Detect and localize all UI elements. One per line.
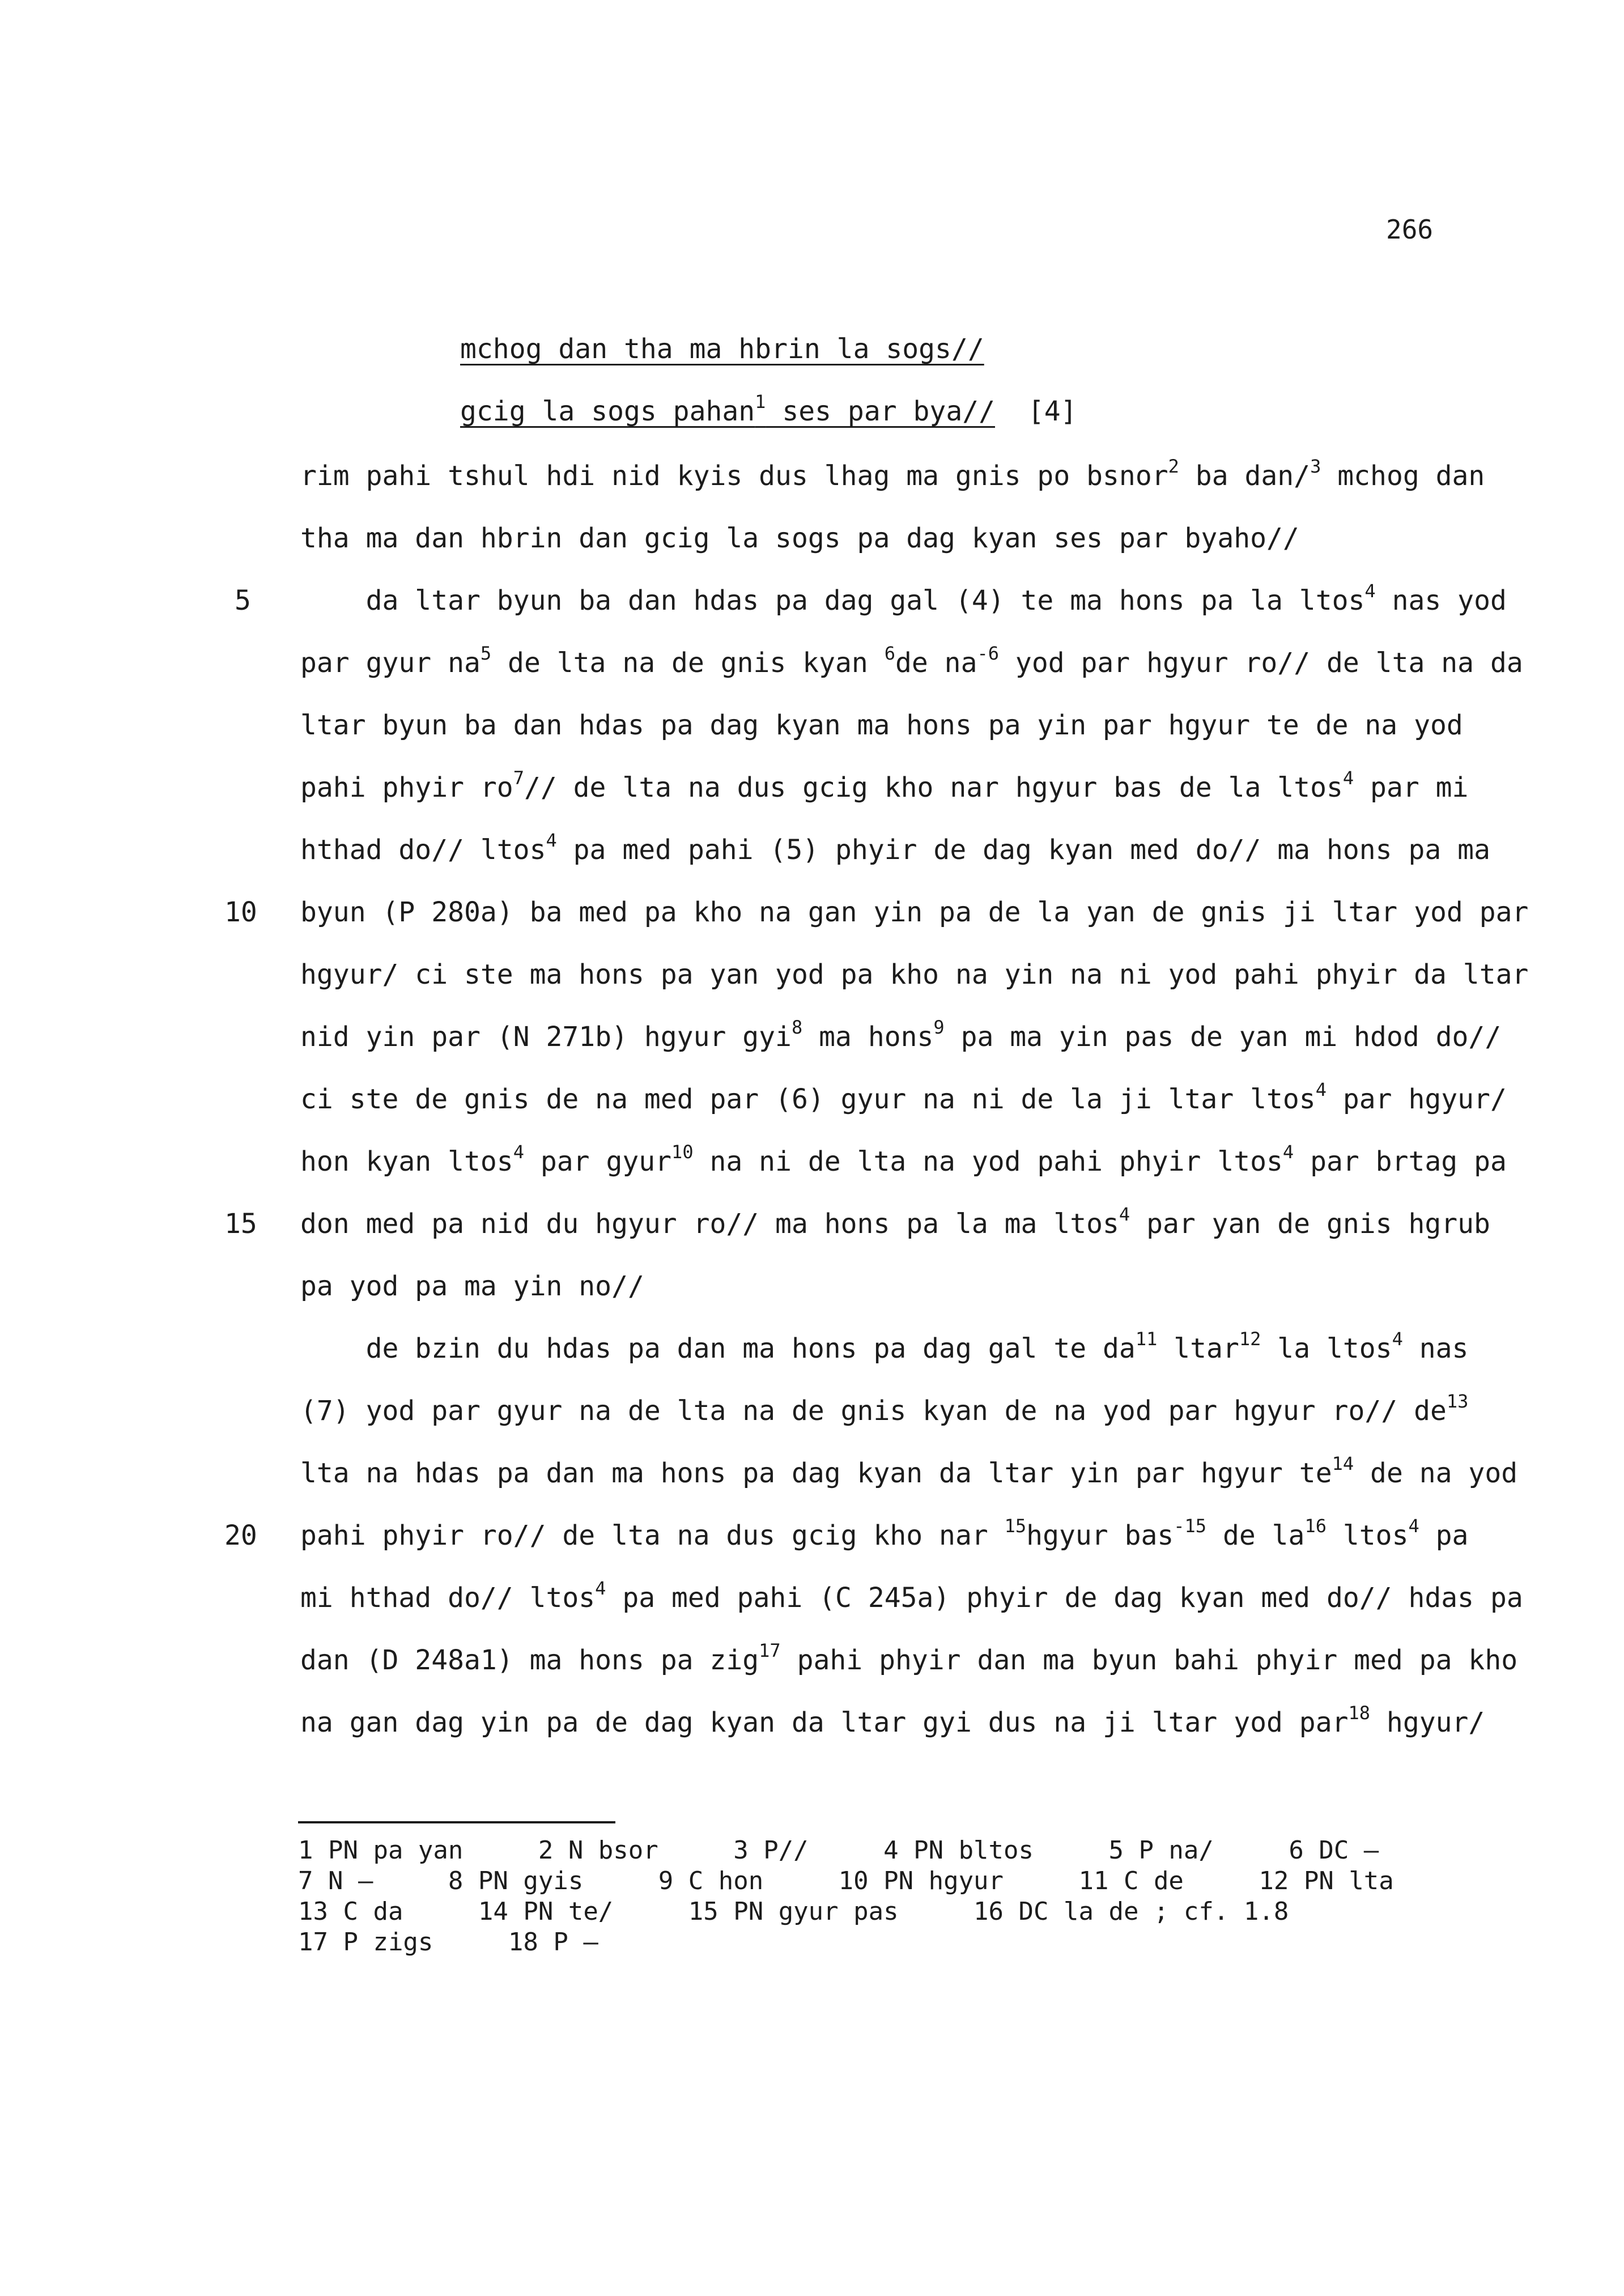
line-text: par gyur — [524, 1146, 672, 1177]
line-text: na ni de lta na yod pahi phyir ltos — [693, 1146, 1283, 1177]
footnote-ref: -6 — [977, 643, 1000, 664]
text-line — [300, 896, 1528, 928]
line-text: byun (P 280a) ba med pa kho na gan yin pa de la yan de gnis ji ltar yod par — [300, 896, 1529, 928]
line-text: ci ste de gnis de na med par (6) gyur na ni de la ji ltar ltos — [300, 1083, 1316, 1115]
footnote-ref: 7 — [513, 767, 524, 789]
line-text: de bzin du hdas pa dan ma hons pa dag gal te da — [300, 1333, 1136, 1364]
footnote-ref: 4 — [1119, 1204, 1130, 1225]
footnote-ref: 11 — [1135, 1328, 1158, 1350]
footnote-line: 13 C da 14 PN te/ 15 PN gyur pas 16 DC la de ; cf. 1.8 — [298, 1897, 1289, 1926]
section-heading-line-1: mchog dan tha ma hbrin la sogs// — [460, 333, 984, 365]
line-text: pahi phyir ro// de lta na dus gcig kho nar — [300, 1520, 1005, 1551]
line-number: 10 — [224, 896, 257, 928]
footnote-ref: 10 — [671, 1141, 694, 1163]
footnote-rule — [298, 1821, 615, 1823]
text-line — [300, 1702, 1485, 1738]
line-text: ma hons — [802, 1021, 934, 1053]
line-text: nas yod — [1375, 585, 1507, 616]
line-text: da ltar byun ba dan hdas pa dag gal (4) te ma hons pa la ltos — [300, 585, 1365, 616]
line-text: ltar — [1157, 1333, 1239, 1364]
text-line — [300, 1079, 1507, 1115]
line-text: nid yin par (N 271b) hgyur gyi — [300, 1021, 792, 1053]
line-text: par mi — [1354, 772, 1469, 803]
line-text: mchog dan — [1321, 460, 1485, 492]
line-text: hon kyan ltos — [300, 1146, 513, 1177]
footnote-line: 7 N — 8 PN gyis 9 C hon 10 PN hgyur 11 C de 12 PN lta — [298, 1866, 1394, 1895]
line-number: 5 — [235, 585, 251, 616]
footnote-ref: 4 — [1315, 1079, 1327, 1100]
footnote-ref: 6 — [884, 643, 895, 664]
text-line — [300, 959, 1528, 990]
line-text: hgyur bas — [1026, 1520, 1174, 1551]
footnote-line: 1 PN pa yan 2 N bsor 3 P// 4 PN bltos 5 P na/ 6 DC — — [298, 1836, 1379, 1865]
line-text: tha ma dan hbrin dan gcig la sogs pa dag kyan ses par byaho// — [300, 522, 1299, 554]
heading-footnote-ref: 1 — [755, 391, 766, 413]
heading-text-a: gcig la sogs pahan — [460, 396, 755, 427]
line-text: nas — [1402, 1333, 1469, 1364]
line-text: de lta na de gnis kyan — [491, 647, 885, 679]
line-text: rim pahi tshul hdi nid kyis dus lhag ma gnis po bsnor — [300, 460, 1168, 492]
text-line — [300, 1141, 1507, 1177]
line-text: ltos — [1326, 1520, 1409, 1551]
footnote-ref: 4 — [1408, 1515, 1419, 1537]
folio-bracket: [4] — [1027, 396, 1077, 427]
footnote-ref: 15 — [1004, 1515, 1027, 1537]
footnote-ref: 17 — [759, 1640, 781, 1661]
line-text: hthad do// ltos — [300, 834, 546, 866]
text-line — [300, 522, 1299, 554]
footnote-ref: 4 — [1342, 767, 1354, 789]
line-text: pahi phyir ro — [300, 772, 513, 803]
line-text: par brtag pa — [1294, 1146, 1507, 1177]
line-text: ltar byun ba dan hdas pa dag kyan ma hons pa yin par hgyur te de na yod — [300, 709, 1463, 741]
footnote-ref: 14 — [1332, 1453, 1354, 1474]
line-text: pahi phyir dan ma byun bahi phyir med pa kho — [780, 1644, 1518, 1676]
line-number: 15 — [224, 1208, 257, 1240]
text-line — [300, 1270, 644, 1302]
footnote-ref: 4 — [513, 1141, 524, 1163]
footnote-ref: -15 — [1174, 1515, 1207, 1537]
footnote-ref: 12 — [1239, 1328, 1261, 1350]
line-text: par gyur na — [300, 647, 481, 679]
line-text: hgyur/ — [1370, 1707, 1485, 1738]
line-text: na gan dag yin pa de dag kyan da ltar gyi dus na ji ltar yod par — [300, 1707, 1349, 1738]
section-heading-line-2 — [460, 391, 1077, 427]
page-number: 266 — [1386, 214, 1434, 245]
footnote-ref: 4 — [1392, 1328, 1403, 1350]
line-text: pa — [1419, 1520, 1469, 1551]
line-text: pa yod pa ma yin no// — [300, 1270, 644, 1302]
text-line — [300, 1017, 1502, 1053]
footnote-ref: 3 — [1310, 456, 1321, 477]
footnote-ref: 4 — [1364, 580, 1376, 602]
text-line — [300, 1640, 1518, 1676]
footnote-ref: 8 — [791, 1017, 803, 1038]
text-line — [300, 1453, 1518, 1489]
footnote-ref: 16 — [1304, 1515, 1327, 1537]
footnote-ref: 13 — [1446, 1391, 1469, 1412]
line-text: par yan de gnis hgrub — [1130, 1208, 1490, 1240]
footnote-ref: 4 — [1282, 1141, 1294, 1163]
footnote-ref: 4 — [546, 830, 557, 851]
text-line — [300, 830, 1490, 866]
text-line — [300, 1391, 1469, 1427]
line-text: hgyur/ ci ste ma hons pa yan yod pa kho na yin na ni yod pahi phyir da ltar — [300, 959, 1529, 990]
line-text: de na — [895, 647, 977, 679]
text-line — [300, 580, 1507, 616]
footnote-ref: 2 — [1168, 456, 1179, 477]
line-text: don med pa nid du hgyur ro// ma hons pa la ma ltos — [300, 1208, 1119, 1240]
text-line — [300, 456, 1485, 492]
line-text: dan (D 248a1) ma hons pa zig — [300, 1644, 759, 1676]
text-line — [300, 1328, 1469, 1364]
footnote-ref: 18 — [1348, 1702, 1371, 1724]
line-number: 20 — [224, 1520, 257, 1551]
line-text: pa ma yin pas de yan mi hdod do// — [944, 1021, 1502, 1053]
line-text: (7) yod par gyur na de lta na de gnis kyan de na yod par hgyur ro// de — [300, 1395, 1447, 1427]
line-text: pa med pahi (C 245a) phyir de dag kyan med do// hdas pa — [606, 1582, 1523, 1614]
text-line — [300, 709, 1463, 741]
line-text: de na yod — [1354, 1457, 1518, 1489]
text-line — [300, 1515, 1469, 1551]
line-text: yod par hgyur ro// de lta na da — [999, 647, 1523, 679]
footnote-line: 17 P zigs 18 P — — [298, 1928, 598, 1957]
footnote-ref: 4 — [595, 1578, 606, 1599]
line-text: pa med pahi (5) phyir de dag kyan med do// ma hons pa ma — [556, 834, 1490, 866]
heading-text-b: ses par bya// — [766, 396, 996, 427]
line-text: ba dan/ — [1179, 460, 1311, 492]
text-line — [300, 767, 1469, 803]
line-text: de la — [1206, 1520, 1305, 1551]
footnote-ref: 5 — [480, 643, 492, 664]
line-text: mi hthad do// ltos — [300, 1582, 596, 1614]
line-text: // de lta na dus gcig kho nar hgyur bas de la ltos — [524, 772, 1343, 803]
text-line — [300, 643, 1523, 679]
line-text: par hgyur/ — [1326, 1083, 1507, 1115]
line-text: lta na hdas pa dan ma hons pa dag kyan da ltar yin par hgyur te — [300, 1457, 1332, 1489]
text-line — [300, 1578, 1523, 1614]
footnote-ref: 9 — [933, 1017, 945, 1038]
line-text: la ltos — [1261, 1333, 1392, 1364]
text-line — [300, 1204, 1490, 1240]
